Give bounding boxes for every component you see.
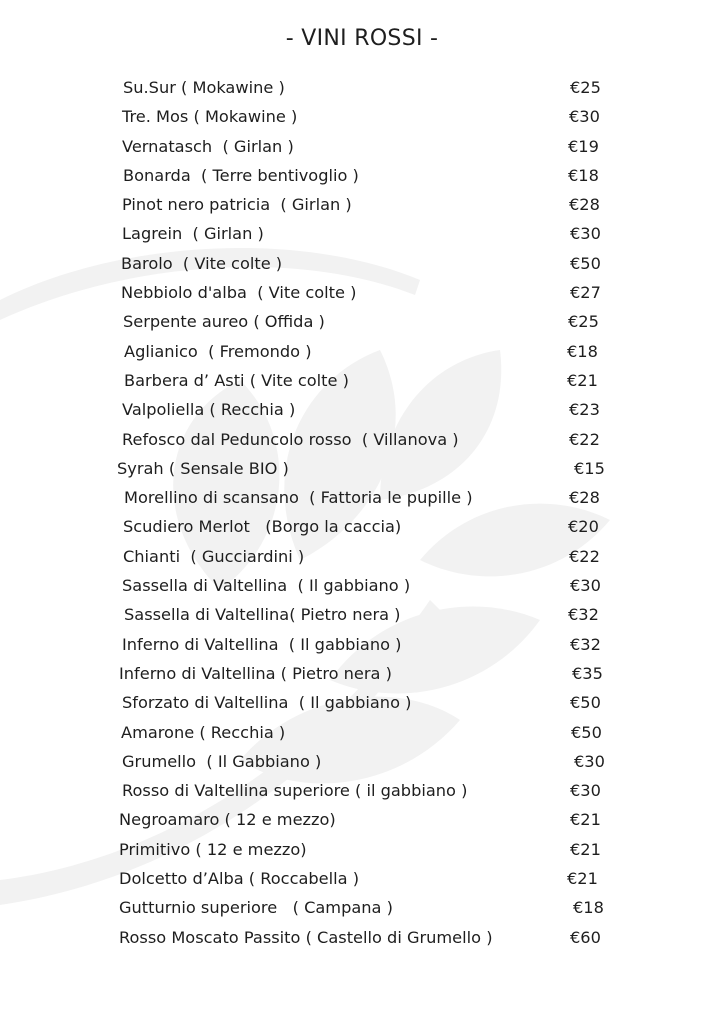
wine-name: Sforzato di Valtellina ( Il gabbiano ) [122,693,412,713]
wine-name: Scudiero Merlot (Borgo la caccia) [123,517,402,537]
wine-list-item [0,603,724,632]
wine-price: €22 [569,546,600,566]
wine-list-item [0,428,724,457]
wine-price: €21 [570,839,601,859]
wine-list-item [0,838,724,867]
wine-list-item [0,721,724,750]
wine-list-item [0,76,724,105]
wine-name: Sassella di Valtellina ( Il gabbiano ) [122,576,411,596]
wine-name: Lagrein ( Girlan ) [122,224,264,244]
wine-name: Barbera d’ Asti ( Vite colte ) [124,370,349,390]
wine-name: Serpente aureo ( Offida ) [123,312,325,332]
wine-price: €50 [570,693,601,713]
wine-name: Amarone ( Recchia ) [121,722,286,742]
wine-price: €19 [568,136,599,156]
wine-list [0,76,724,955]
wine-name: Su.Sur ( Mokawine ) [123,78,285,97]
wine-name: Morellino di scansano ( Fattoria le pupille ) [124,488,473,508]
wine-list-item [0,193,724,222]
wine-name: Syrah ( Sensale BIO ) [117,458,289,478]
wine-name: Inferno di Valtellina ( Il gabbiano ) [122,634,402,654]
wine-name: Gutturnio superiore ( Campana ) [119,898,393,918]
wine-list-item [0,545,724,574]
wine-price: €30 [569,107,600,127]
wine-price: €15 [574,458,605,478]
wine-name: Chianti ( Gucciardini ) [123,546,305,566]
wine-price: €21 [567,370,598,390]
wine-list-item [0,779,724,808]
wine-list-item [0,310,724,339]
wine-name: Grumello ( Il Gabbiano ) [122,751,322,771]
wine-list-item [0,135,724,164]
wine-name: Refosco dal Peduncolo rosso ( Villanova ) [122,429,459,449]
wine-list-item [0,750,724,779]
wine-list-item [0,662,724,691]
wine-list-item [0,340,724,369]
wine-name: Nebbiolo d'alba ( Vite colte ) [121,283,357,303]
wine-price: €28 [569,195,600,215]
wine-price: €30 [570,576,601,596]
wine-name: Vernatasch ( Girlan ) [122,136,294,156]
wine-price: €35 [572,663,603,683]
wine-price: €30 [570,781,601,801]
wine-price: €21 [567,869,598,889]
wine-list-item [0,926,724,955]
wine-price: €50 [571,722,602,742]
wine-list-item [0,486,724,515]
wine-list-item [0,574,724,603]
wine-price: €27 [570,283,601,303]
wine-name: Valpoliella ( Recchia ) [122,400,296,420]
wine-list-item [0,252,724,281]
wine-name: Aglianico ( Fremondo ) [124,341,312,361]
wine-price: €30 [570,224,601,244]
wine-price: €60 [570,927,601,947]
wine-list-item [0,222,724,251]
wine-price: €18 [567,341,598,361]
wine-name: Negroamaro ( 12 e mezzo) [119,810,336,830]
wine-price: €32 [568,605,599,625]
wine-name: Bonarda ( Terre bentivoglio ) [123,165,359,185]
wine-list-item [0,164,724,193]
wine-price: €50 [570,253,601,273]
wine-list-item [0,457,724,486]
wine-name: Pinot nero patricia ( Girlan ) [122,195,352,215]
wine-name: Primitivo ( 12 e mezzo) [119,839,307,859]
wine-price: €22 [569,429,600,449]
wine-list-item [0,398,724,427]
section-title: - VINI ROSSI - [285,26,439,51]
wine-price: €20 [568,517,599,537]
wine-name: Tre. Mos ( Mokawine ) [122,107,298,127]
wine-price: €21 [570,810,601,830]
wine-list-item [0,281,724,310]
wine-list-item [0,633,724,662]
wine-price: €18 [568,165,599,185]
wine-list-item [0,105,724,134]
wine-name: Barolo ( Vite colte ) [121,253,283,273]
wine-list-item [0,867,724,896]
wine-price: €25 [570,78,601,97]
wine-name: Rosso Moscato Passito ( Castello di Grumello ) [119,927,493,947]
wine-name: Dolcetto d’Alba ( Roccabella ) [119,869,360,889]
wine-list-item [0,691,724,720]
wine-price: €18 [573,898,604,918]
wine-price: €25 [568,312,599,332]
wine-name: Sassella di Valtellina( Pietro nera ) [124,605,401,625]
wine-list-item [0,515,724,544]
wine-list-item [0,808,724,837]
wine-price: €28 [569,488,600,508]
wine-list-item [0,369,724,398]
wine-price: €32 [570,634,601,654]
wine-name: Inferno di Valtellina ( Pietro nera ) [119,663,392,683]
wine-name: Rosso di Valtellina superiore ( il gabbiano ) [122,781,468,801]
wine-price: €23 [569,400,600,420]
wine-price: €30 [574,751,605,771]
wine-list-item [0,896,724,925]
